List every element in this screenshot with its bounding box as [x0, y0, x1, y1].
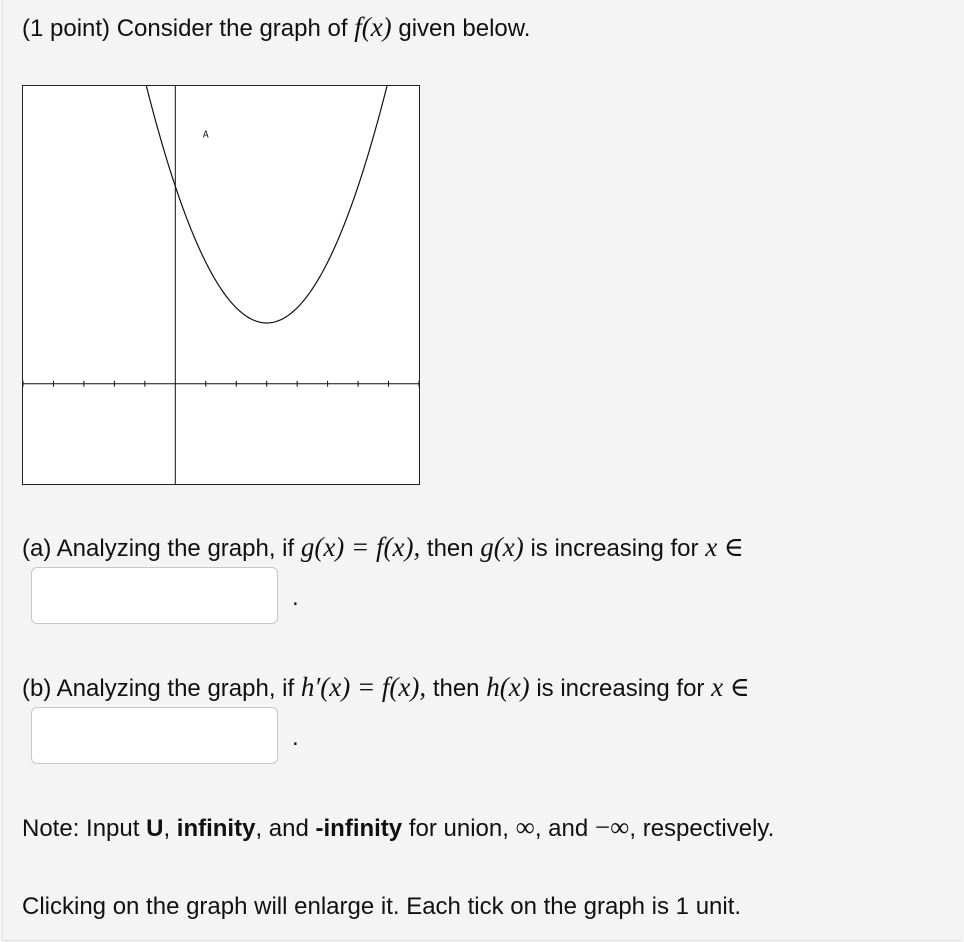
note-prefix: Note: Input [22, 815, 140, 842]
note-neg-infinity-symbol: −∞ [594, 812, 630, 842]
part-a-period: . [292, 584, 299, 611]
part-b-prefix: (b) Analyzing the graph, if [22, 675, 295, 702]
part-b-mid: then [432, 675, 480, 702]
part-a-answer-input[interactable] [31, 567, 278, 624]
note-suffix: , respectively. [629, 815, 775, 842]
part-b-answer-input[interactable] [31, 707, 278, 764]
input-note [22, 812, 774, 844]
intro-prefix: (1 point) Consider the graph of [22, 15, 348, 42]
note-sep1: , [163, 815, 171, 842]
intro-suffix: given below. [398, 15, 531, 42]
problem-intro [22, 12, 530, 44]
graph-caption: Clicking on the graph will enlarge it. Each tick on the graph is 1 unit. [22, 893, 742, 920]
note-infinity-keyword: infinity [176, 815, 256, 842]
part-a-function: g(x) [480, 532, 524, 562]
part-a-set: x ∈ [705, 532, 744, 562]
graph-plot [23, 86, 419, 484]
part-a-equation: g(x) = f(x), [300, 532, 421, 562]
curve-fx [23, 86, 419, 323]
part-b-equation: h′(x) = f(x), [300, 672, 427, 702]
note-and: , and [534, 815, 589, 842]
part-a-suffix: is increasing for [530, 535, 699, 562]
note-neg-infinity-keyword: -infinity [315, 815, 403, 842]
note-infinity-symbol: ∞ [515, 812, 535, 842]
note-sep2: , and [255, 815, 309, 842]
note-mid: for union, [408, 815, 509, 842]
intro-math: f(x) [354, 12, 392, 42]
part-b-suffix: is increasing for [536, 675, 705, 702]
note-union-keyword: U [146, 815, 164, 842]
part-a-mid: then [426, 535, 474, 562]
part-a-question [22, 532, 744, 564]
part-b-period: . [292, 724, 299, 751]
part-b-function: h(x) [486, 672, 530, 702]
part-a-prefix: (a) Analyzing the graph, if [22, 535, 295, 562]
part-b-question [22, 672, 750, 704]
part-b-set: x ∈ [711, 672, 750, 702]
graph-label-a: A [202, 129, 209, 141]
function-graph[interactable] [22, 85, 420, 485]
